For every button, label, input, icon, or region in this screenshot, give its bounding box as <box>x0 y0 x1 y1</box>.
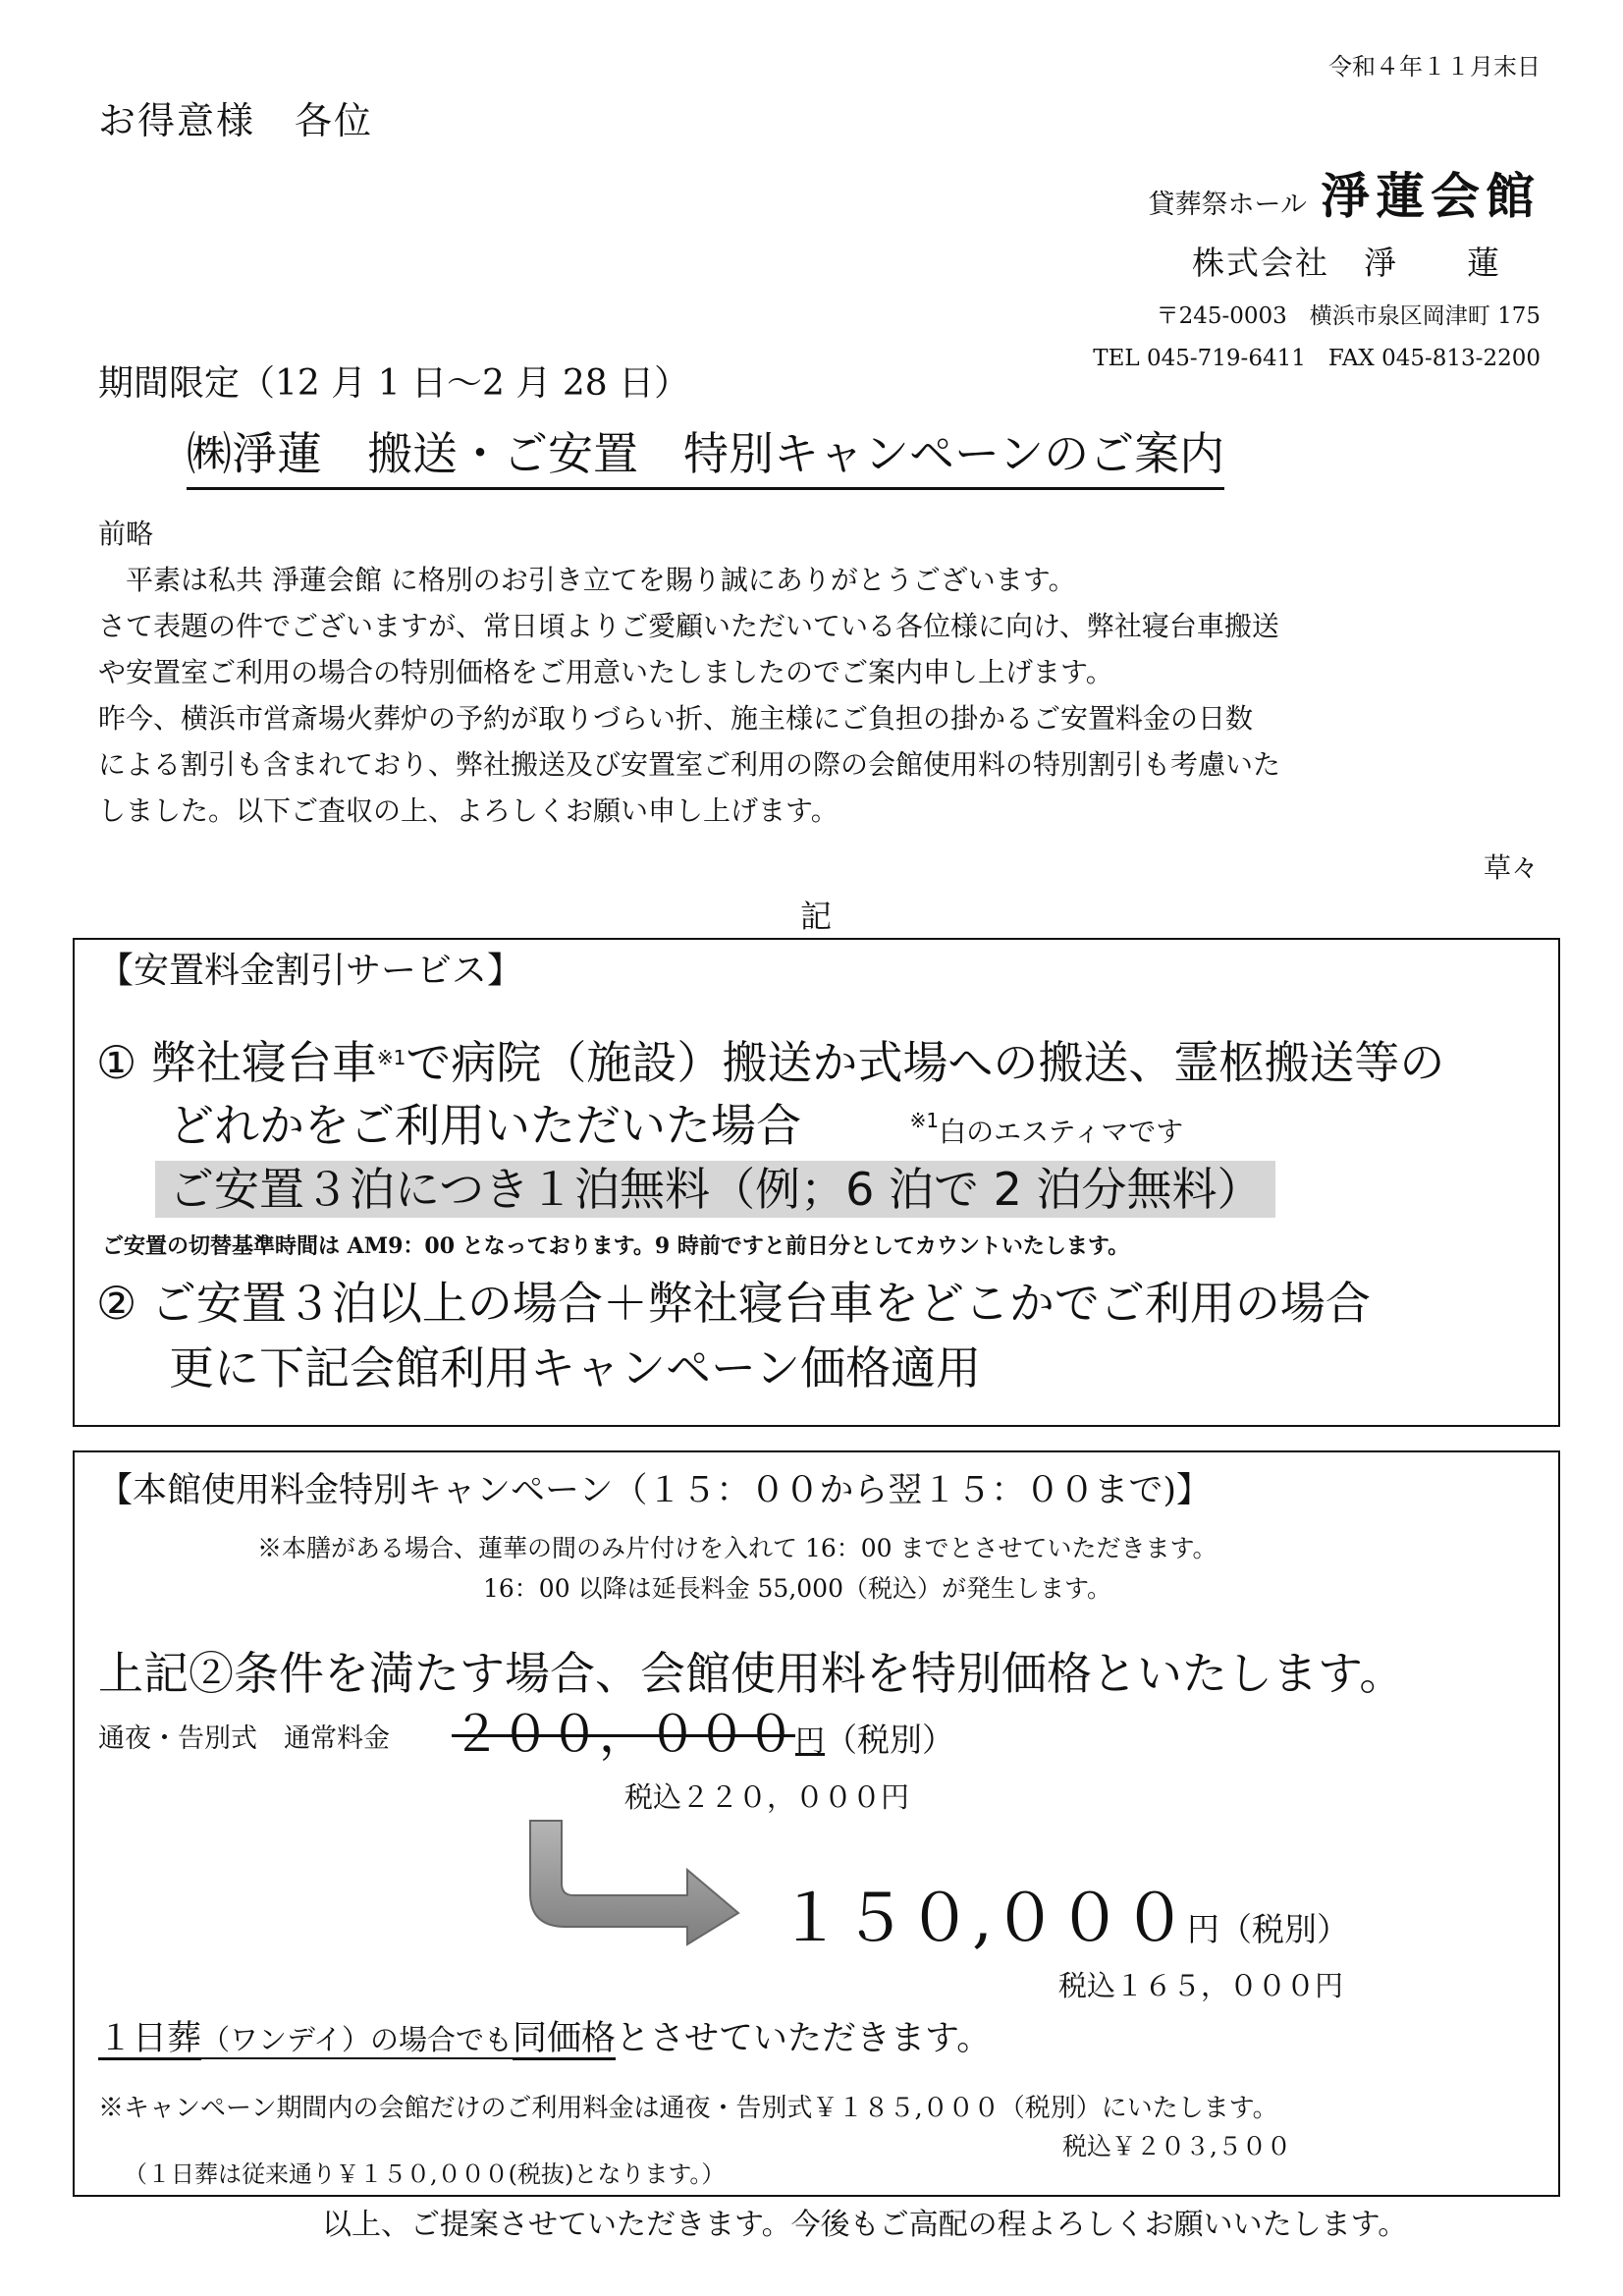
item-1-number: ① <box>96 1036 137 1089</box>
special-price <box>778 1866 1349 1959</box>
service-item-1-line-3 <box>155 1159 1275 1220</box>
item-1-note-mark: ※1 <box>909 1109 940 1132</box>
hall-heading-a: 【本館使用料金 <box>98 1471 340 1510</box>
oneday-c: 同価格 <box>513 2019 617 2058</box>
item-2-text: ご安置３泊以上の場合＋弊社寝台車をどこかでご利用の場合 <box>150 1277 1371 1330</box>
service-heading: 【安置料金割引サービス】 <box>98 951 523 991</box>
footer-note: 以上、ご提案させていただきます。今後もご高配の程よろしくお願いいたします。 <box>322 2208 1408 2242</box>
corp-name: 株式会社 淨 蓮 <box>1192 244 1501 282</box>
item-1-text-b: で病院（施設）搬送か式場への搬送、霊柩搬送等の <box>406 1036 1445 1089</box>
hall-label: 貸葬祭ホール <box>1148 190 1307 220</box>
item-1-note-text: 白のエスティマです <box>939 1116 1184 1148</box>
arrow-icon <box>520 1819 746 1946</box>
item-1-text-a: 弊社寝台車 <box>150 1036 377 1089</box>
item-2-number: ② <box>96 1277 137 1330</box>
date: 令和４年１１月末日 <box>1328 53 1541 81</box>
letter-line: による割引も含まれており、弊社搬送及び安置室ご利用の際の会館使用料の特別割引も考慮いた <box>98 748 1281 781</box>
hall-line <box>991 157 1541 228</box>
hall-note-2: 16：00 以降は延長料金 55,000（税込）が発生します。 <box>483 1574 1111 1603</box>
service-item-2-line-2: 更に下記会館利用キャンペーン価格適用 <box>169 1341 982 1394</box>
oneday-line <box>98 2011 991 2060</box>
campaign-period: 期間限定（12 月 1 日～2 月 28 日） <box>98 363 690 404</box>
letter-closing: 草々 <box>1483 851 1539 884</box>
normal-price-value <box>452 1706 825 1763</box>
oneday-d: とさせていただきます。 <box>616 2019 992 2058</box>
hall-note-1: ※本膳がある場合、蓮華の間のみ片付けを入れて 16：00 までとさせていただきます。 <box>257 1534 1217 1562</box>
service-item-1-line-2 <box>169 1090 1183 1163</box>
item-1-mark: ※1 <box>376 1046 406 1069</box>
highlight-offer: ご安置３泊につき１泊無料（例；6 泊で 2 泊分無料） <box>155 1161 1275 1218</box>
letter-line: さて表題の件でございますが、常日頃よりご愛顧いただいている各位様に向け、弊社寝台車搬送 <box>98 610 1279 642</box>
hall-heading <box>98 1463 1211 1512</box>
oneday-b: （ワンデイ）の場合でも <box>201 2023 513 2056</box>
normal-price <box>452 1695 954 1766</box>
letter-line: しました。以下ご査収の上、よろしくお願い申し上げます。 <box>98 794 839 827</box>
switch-time-note: ご安置の切替基準時間は AM9：00 となっております。9 時前ですと前日分としてカウントいたします。 <box>102 1233 1130 1259</box>
hall-heading-b: 特別キャンペーン <box>339 1471 614 1510</box>
service-item-2-line-1 <box>96 1273 1371 1334</box>
special-price-unit: 円 <box>1186 1910 1219 1948</box>
special-price-tax-included: 税込１６５，０００円 <box>1058 1969 1344 2002</box>
letter-line: 昨今、横浜市営斎場火葬炉の予約が取りづらい折、施主様にご負担の掛かるご安置料金の日数 <box>98 702 1254 735</box>
company-block <box>991 157 1541 372</box>
normal-price-unit: 円 <box>795 1724 825 1759</box>
special-price-amount: １５０,０００ <box>778 1881 1187 1956</box>
letter-body <box>98 511 1542 834</box>
item-1-note <box>909 1109 1184 1148</box>
hall-only-tax-included: 税込￥２０３,５００ <box>1062 2132 1291 2160</box>
hall-only-oneday-note: （１日葬は従来通り￥１５０,０００(税抜)となります。） <box>124 2160 726 2188</box>
condition-line: 上記②条件を満たす場合、会館使用料を特別価格といたします。 <box>98 1647 1405 1700</box>
normal-price-tax: （税別） <box>825 1721 954 1759</box>
normal-price-amount: ２００，０００ <box>452 1706 795 1763</box>
service-item-1-line-1 <box>96 1027 1444 1093</box>
letter-line: や安置室ご利用の場合の特別価格をご用意いたしましたのでご案内申し上げます。 <box>98 656 1113 688</box>
address: 〒245-0003 横浜市泉区岡津町 175 <box>1156 303 1541 329</box>
letter-line: 平素は私共 淨蓮会館 に格別のお引き立てを賜り誠にありがとうございます。 <box>98 564 1076 596</box>
special-price-tax: （税別） <box>1218 1910 1349 1948</box>
oneday-a: １日葬 <box>98 2019 202 2058</box>
normal-price-tax-included: 税込２２０，０００円 <box>624 1780 910 1814</box>
item-1-line-2-text: どれかをご利用いただいた場合 <box>169 1099 801 1152</box>
hall-only-note: ※キャンペーン期間内の会館だけのご利用料金は通夜・告別式￥１８５,０００（税別）にいたします。 <box>98 2094 1278 2123</box>
hall-heading-c: （１５：００から翌１５：００まで)】 <box>613 1471 1211 1510</box>
hall-name: 淨蓮会館 <box>1321 167 1541 225</box>
page-title: ㈱淨蓮 搬送・ご安置 特別キャンペーンのご案内 <box>187 418 1224 490</box>
letter-opening: 前略 <box>98 518 154 550</box>
addressee: お得意様 各位 <box>98 99 374 142</box>
ki-mark: 記 <box>800 898 833 935</box>
normal-price-label: 通夜・告別式 通常料金 <box>98 1723 390 1754</box>
tel-fax: TEL 045-719-6411 FAX 045-813-2200 <box>1093 346 1541 371</box>
